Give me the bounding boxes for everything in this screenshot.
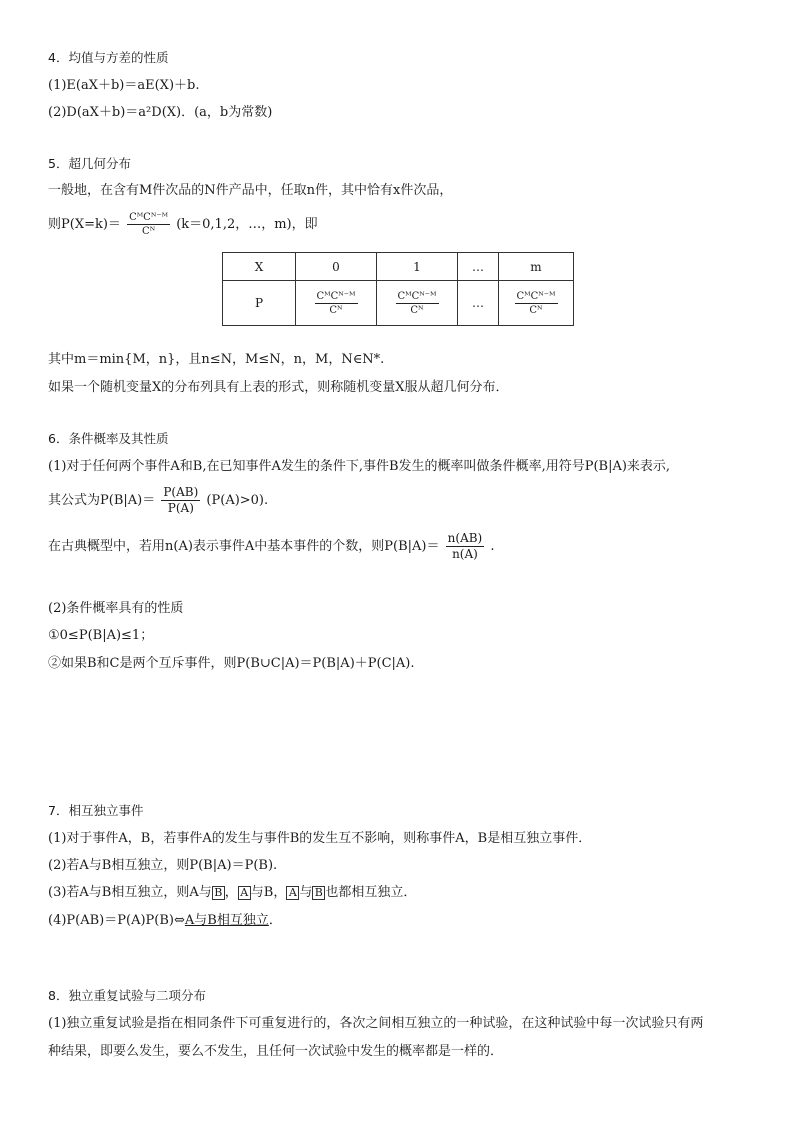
section-6-heading: 6．条件概率及其性质: [48, 431, 169, 446]
s7-l3-text: ，: [224, 885, 238, 900]
s6-l3-fraction: [446, 531, 485, 562]
s5-formula-line: [48, 210, 318, 240]
table-row-p: [223, 281, 574, 326]
table-row-x: [223, 253, 574, 281]
s6-line-3: [48, 530, 495, 564]
table-frac-num: CᴹCᴺ⁻ᴹ: [316, 290, 356, 302]
s5-formula-prefix: 则P(X=k)＝: [48, 217, 121, 232]
s6-l3-prefix: 在古典概型中，若用n(A)表示事件A中基本事件的个数，则P(B|A)＝: [48, 539, 440, 554]
table-fraction: [396, 290, 439, 317]
section-7-heading: 7．相互独立事件: [48, 803, 144, 818]
s6-l2-fraction: [161, 485, 200, 516]
s6-line-4: (2)条件概率具有的性质: [48, 601, 184, 616]
s6-l3-den: n(A): [452, 547, 478, 561]
table-cell: [377, 281, 458, 326]
s7-l4-text: ．: [268, 913, 282, 928]
s7-l3-text: 与B，: [250, 885, 287, 900]
s8-line-1: (1)独立重复试验是指在相同条件下可重复进行的，各次之间相互独立的一种试验，在这种试验中每一次试验只有两: [48, 1016, 704, 1031]
s8-line-2: 种结果，即要么发生，要么不发生，且任何一次试验中发生的概率都是一样的．: [48, 1044, 504, 1059]
s5-formula-fraction: [127, 211, 170, 238]
s7-box-a: A: [286, 886, 299, 900]
s5-note: 其中m＝min{M，n}，且n≤N，M≤N，n，M，N∈N*.: [48, 352, 385, 367]
s7-box-b: B: [212, 886, 225, 900]
s5-conclusion: 如果一个随机变量X的分布列具有上表的形式，则称随机变量X服从超几何分布．: [48, 380, 509, 395]
table-cell: m: [499, 253, 574, 281]
table-frac-num: CᴹCᴺ⁻ᴹ: [397, 290, 437, 302]
table-frac-num: CᴹCᴺ⁻ᴹ: [516, 290, 556, 302]
section-8-heading: 8．独立重复试验与二项分布: [48, 988, 206, 1003]
s6-line-6: ②如果B和C是两个互斥事件，则P(B∪C|A)＝P(B|A)＋P(C|A).: [48, 656, 415, 671]
s6-l2-prefix: 其公式为P(B|A)＝: [48, 493, 156, 508]
s5-formula-num: CᴹCᴺ⁻ᴹ: [129, 212, 169, 223]
s6-l2-den: P(A): [167, 501, 194, 515]
table-cell: 0: [296, 253, 377, 281]
s5-formula-suffix: (k＝0,1,2，…，m)，即: [176, 217, 318, 232]
table-cell: [499, 281, 574, 326]
s7-l3-text: 也都相互独立．: [325, 885, 417, 900]
table-frac-den: Cᴺ: [410, 304, 424, 316]
s6-line-5: ①0≤P(B|A)≤1；: [48, 628, 154, 643]
table-cell: P: [223, 281, 296, 326]
s6-line-2: [48, 484, 268, 518]
s7-l4-text: (4)P(AB)＝P(A)P(B)⇔: [48, 913, 185, 928]
table-fraction: [315, 290, 358, 317]
s4-line-2: (2)D(aX＋b)＝a²D(X)．(a，b为常数): [48, 105, 273, 120]
s7-line-1: (1)对于事件A，B，若事件A的发生与事件B的发生互不影响，则称事件A，B是相互独立事件．: [48, 831, 592, 846]
s7-line-3: [48, 884, 416, 902]
table-cell: …: [458, 281, 499, 326]
table-cell: [296, 281, 377, 326]
s6-l3-suffix: .: [490, 539, 495, 554]
s4-line-1: (1)E(aX＋b)＝aE(X)＋b.: [48, 78, 200, 93]
s6-line-1: (1)对于任何两个事件A和B,在已知事件A发生的条件下,事件B发生的概率叫做条件概率,用符号P(B|A)来表示,: [48, 459, 671, 474]
table-frac-den: Cᴺ: [529, 304, 543, 316]
section-4-heading: 4．均值与方差的性质: [48, 50, 169, 65]
s7-l3-text: 与: [299, 885, 313, 900]
table-cell: X: [223, 253, 296, 281]
s7-box-b: B: [312, 886, 325, 900]
s7-box-a: A: [238, 886, 251, 900]
s7-line-2: (2)若A与B相互独立，则P(B|A)＝P(B).: [48, 858, 278, 873]
table-fraction: [515, 290, 558, 317]
s6-l2-num: P(AB): [163, 485, 199, 499]
section-5-heading: 5．超几何分布: [48, 156, 131, 171]
table-cell: 1: [377, 253, 458, 281]
s5-intro: 一般地，在含有M件次品的N件产品中，任取n件，其中恰有x件次品，: [48, 183, 453, 198]
table-cell: …: [458, 253, 499, 281]
table-frac-den: Cᴺ: [329, 304, 343, 316]
hypergeometric-table: [222, 252, 574, 326]
s7-l4-underlined: A与B相互独立: [184, 913, 269, 928]
s7-l3-text: (3)若A与B相互独立，则A与: [48, 885, 212, 900]
s6-l3-num: n(AB): [447, 531, 483, 545]
s7-line-4: [48, 912, 282, 930]
s5-formula-den: Cᴺ: [141, 226, 156, 237]
s6-l2-suffix: (P(A)>0).: [206, 493, 269, 508]
